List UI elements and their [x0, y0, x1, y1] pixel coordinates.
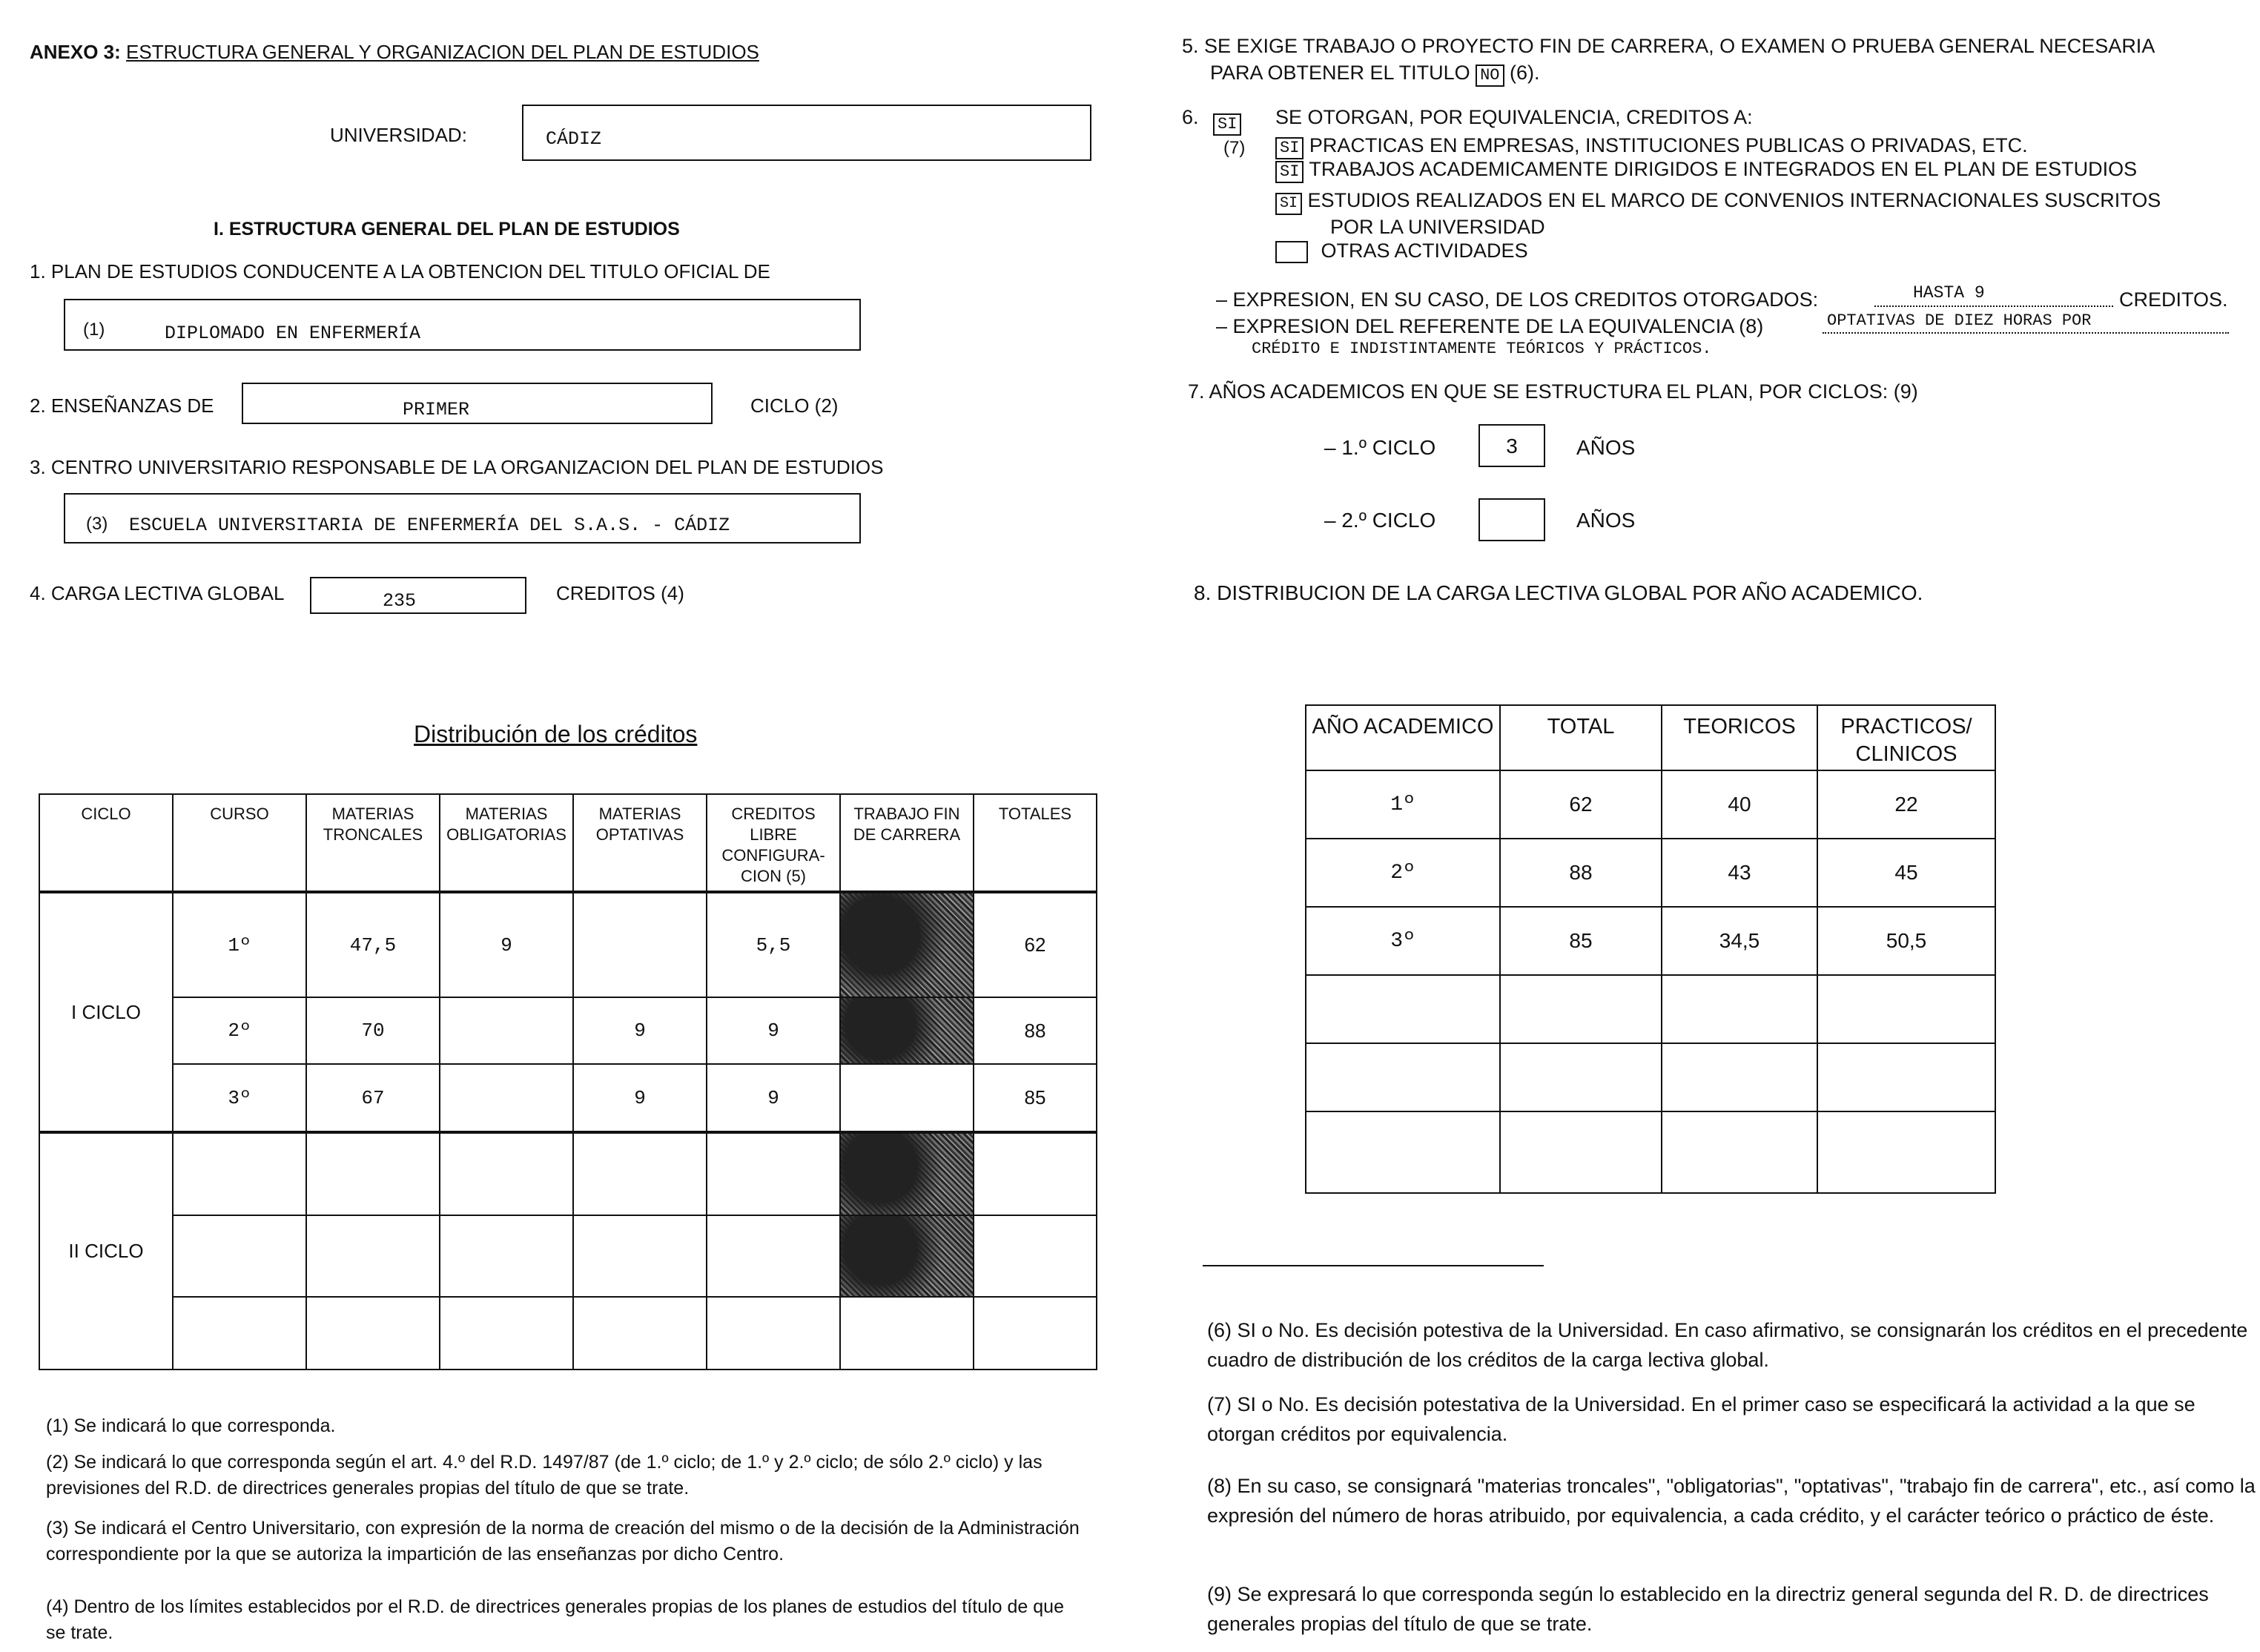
footnote-4: (4) Dentro de los límites establecidos por el R.D. de directrices generales propias de los planes de estudios del título de que se trate.: [46, 1596, 1064, 1643]
table-header-row: [1306, 705, 1995, 770]
option-estudios: [1275, 188, 2161, 215]
table-row: [39, 1297, 1097, 1369]
cell-trabajo-redacted: [840, 1215, 974, 1297]
cell-empty: [974, 1132, 1097, 1215]
cell-teoricos: 40: [1662, 770, 1817, 839]
item5-ref: (6).: [1510, 62, 1540, 84]
table-row: [1306, 839, 1995, 907]
cell-empty: [1662, 1111, 1817, 1193]
cell-empty: [173, 1132, 306, 1215]
item3-label: 3. CENTRO UNIVERSITARIO RESPONSABLE DE LA ORGANIZACION DEL PLAN DE ESTUDIOS: [30, 456, 884, 478]
cell-teoricos: 34,5: [1662, 907, 1817, 975]
cell-total: 88: [1500, 839, 1662, 907]
cell-empty: [440, 1297, 573, 1369]
item5-label: PARA OBTENER EL TITULO: [1210, 62, 1470, 84]
option-estudios-cont: POR LA UNIVERSIDAD: [1330, 216, 1545, 238]
item7-label: 7. AÑOS ACADEMICOS EN QUE SE ESTRUCTURA EL PLAN, POR CICLOS: (9): [1188, 380, 1918, 403]
footnote-separator: [1203, 1265, 1544, 1266]
table-row: [1306, 907, 1995, 975]
degree-title-value: DIPLOMADO EN ENFERMERÍA: [165, 323, 421, 344]
expr2-line: [1823, 332, 2229, 334]
item5-line2: [1210, 61, 1540, 87]
col-header-optativas: MATERIAS OPTATIVAS: [573, 794, 707, 892]
col-header-curso: CURSO: [173, 794, 306, 892]
footnote-8: (8) En su caso, se consignará "materias troncales", "obligatorias", "optativas", "trabajo fin de carrera", etc., así como la expresión del número de horas atribuido, por equivalencia, a cada crédito, y el carácter teórico o práctico de éste.: [1207, 1475, 2256, 1527]
annex-prefix: ANEXO 3:: [30, 41, 121, 63]
cycle1-years-label: AÑOS: [1576, 436, 1636, 459]
cell-empty: [573, 1132, 707, 1215]
cell-total: 62: [1500, 770, 1662, 839]
col-header-libre: CREDITOS LIBRE CONFIGURA-CION (5): [707, 794, 840, 892]
cell-libre: 9: [707, 1064, 840, 1132]
university-label: UNIVERSIDAD:: [330, 124, 467, 146]
cycle1-years-field: [1478, 424, 1545, 467]
cell-total: 85: [1500, 907, 1662, 975]
cell-optativas: [573, 892, 707, 997]
item4-suffix: CREDITOS (4): [556, 582, 684, 604]
table-row: [39, 1132, 1097, 1215]
cell-totales: 62: [974, 892, 1097, 997]
cycle2-years-label: AÑOS: [1576, 509, 1636, 532]
option-text: PRACTICAS EN EMPRESAS, INSTITUCIONES PUBLICAS O PRIVADAS, ETC.: [1309, 134, 2028, 156]
item6-title: SE OTORGAN, POR EQUIVALENCIA, CREDITOS A:: [1275, 106, 1753, 128]
item6-number: 6.: [1182, 106, 1199, 128]
cell-empty: [1500, 1043, 1662, 1111]
option-box-empty: [1275, 241, 1308, 263]
cell-totales: 85: [974, 1064, 1097, 1132]
col-header-practicos: PRACTICOS/ CLINICOS: [1817, 705, 1995, 770]
cell-trabajo-redacted: [840, 1132, 974, 1215]
cell-curso: 3º: [173, 1064, 306, 1132]
cell-optativas: 9: [573, 997, 707, 1064]
option-box: SI: [1275, 161, 1304, 183]
footnote-3: (3) Se indicará el Centro Universitario, con expresión de la norma de creación del mismo o de la decisión de la Administración correspondiente por la que se autoriza la impartición de las enseñanzas por dicho Centro.: [46, 1518, 1080, 1565]
cell-totales: 88: [974, 997, 1097, 1064]
section-title: I. ESTRUCTURA GENERAL DEL PLAN DE ESTUDIOS: [214, 219, 680, 239]
cell-empty: [1306, 975, 1500, 1043]
table-row: [1306, 975, 1995, 1043]
cell-curso: 1º: [173, 892, 306, 997]
col-header-trabajo: TRABAJO FIN DE CARRERA: [840, 794, 974, 892]
cell-optativas: 9: [573, 1064, 707, 1132]
item5-no-box: NO: [1476, 65, 1504, 87]
annex-title: ESTRUCTURA GENERAL Y ORGANIZACION DEL PLAN DE ESTUDIOS: [126, 41, 759, 63]
item5-line1: 5. SE EXIGE TRABAJO O PROYECTO FIN DE CARRERA, O EXAMEN O PRUEBA GENERAL NECESARIA: [1182, 35, 2155, 57]
item1-label: 1. PLAN DE ESTUDIOS CONDUCENTE A LA OBTENCION DEL TITULO OFICIAL DE: [30, 260, 770, 283]
cell-empty: [840, 1297, 974, 1369]
footnote-6: (6) SI o No. Es decisión potestiva de la Universidad. En caso afirmativo, se consignarán los créditos en el precedente cuadro de distribución de los créditos de la carga lectiva global.: [1207, 1319, 2248, 1371]
col-header-totales: TOTALES: [974, 794, 1097, 892]
cell-empty: [707, 1297, 840, 1369]
cell-empty: [306, 1132, 440, 1215]
table-row: [1306, 1111, 1995, 1193]
item3-ref: (3): [86, 514, 108, 534]
option-otras: [1275, 239, 1528, 263]
cell-empty: [974, 1297, 1097, 1369]
table-row: [39, 1064, 1097, 1132]
col-header-obligatorias: MATERIAS OBLIGATORIAS: [440, 794, 573, 892]
cycle2-label: – 2.º CICLO: [1324, 509, 1436, 532]
item6-si-box: SI: [1213, 113, 1241, 136]
cell-empty: [1817, 1043, 1995, 1111]
cell-empty: [1662, 975, 1817, 1043]
cycle1-label: I CICLO: [39, 892, 173, 1132]
cycle-value: PRIMER: [403, 399, 470, 420]
cell-empty: [707, 1132, 840, 1215]
footnote-1: (1) Se indicará lo que corresponda.: [46, 1415, 336, 1436]
university-value: CÁDIZ: [546, 128, 602, 150]
university-field: [522, 105, 1091, 161]
cycle1-label: – 1.º CICLO: [1324, 436, 1436, 459]
table-row: [39, 892, 1097, 997]
cell-troncales: 67: [306, 1064, 440, 1132]
table-row: [39, 1215, 1097, 1297]
cell-trabajo-redacted: [840, 892, 974, 997]
degree-title-field: [64, 299, 861, 351]
cycle-field: [242, 383, 713, 424]
cycle2-years-field: [1478, 498, 1545, 541]
cell-empty: [1817, 975, 1995, 1043]
credits-value: 235: [383, 590, 417, 612]
item2-suffix: CICLO (2): [750, 394, 839, 417]
footnote-2: (2) Se indicará lo que corresponda según el art. 4.º del R.D. 1497/87 (de 1.º ciclo; de 1.º y 2.º ciclo; de sólo 2.º ciclo) y las previsiones del R.D. de directrices generales propias del título de que se trate.: [46, 1452, 1043, 1499]
cell-trabajo: [840, 1064, 974, 1132]
center-value: ESCUELA UNIVERSITARIA DE ENFERMERÍA DEL S.A.S. - CÁDIZ: [129, 515, 730, 536]
cell-empty: [173, 1215, 306, 1297]
table-row: [39, 997, 1097, 1064]
cell-empty: [440, 1215, 573, 1297]
col-header-teoricos: TEORICOS: [1662, 705, 1817, 770]
cell-empty: [573, 1297, 707, 1369]
cell-empty: [1500, 1111, 1662, 1193]
cell-practicos: 22: [1817, 770, 1995, 839]
item6-ref: (7): [1223, 138, 1246, 158]
footnote-9: (9) Se expresará lo que corresponda según lo establecido en la directriz general segunda del R. D. de directrices generales propias del título de que se trate.: [1207, 1583, 2209, 1635]
cell-year: 3º: [1306, 907, 1500, 975]
annex-heading: [30, 40, 759, 64]
item6-si-box-wrap: [1213, 110, 1241, 136]
cell-empty: [1662, 1043, 1817, 1111]
expr1-value: HASTA 9: [1913, 283, 1985, 303]
distribution-title: Distribución de los créditos: [414, 721, 698, 747]
cell-empty: [1817, 1111, 1995, 1193]
option-text: TRABAJOS ACADEMICAMENTE DIRIGIDOS E INTEGRADOS EN EL PLAN DE ESTUDIOS: [1309, 158, 2138, 180]
item4-label: 4. CARGA LECTIVA GLOBAL: [30, 582, 285, 604]
option-trabajos: [1275, 157, 2137, 183]
table-row: [1306, 1043, 1995, 1111]
cell-empty: [1500, 975, 1662, 1043]
expr2-continuation: CRÉDITO E INDISTINTAMENTE TEÓRICOS Y PRÁCTICOS.: [1252, 340, 1712, 358]
cycle1-years-value: 3: [1506, 435, 1518, 457]
option-box: SI: [1275, 137, 1304, 159]
table-header-row: [39, 794, 1097, 892]
cell-troncales: 47,5: [306, 892, 440, 997]
credits-field: [310, 577, 526, 614]
cell-libre: 9: [707, 997, 840, 1064]
col-header-troncales: MATERIAS TRONCALES: [306, 794, 440, 892]
cell-practicos: 50,5: [1817, 907, 1995, 975]
credits-distribution-table: [39, 793, 1097, 1370]
cell-troncales: 70: [306, 997, 440, 1064]
cell-obligatorias: 9: [440, 892, 573, 997]
item8-label: 8. DISTRIBUCION DE LA CARGA LECTIVA GLOBAL POR AÑO ACADEMICO.: [1194, 581, 1923, 604]
cell-year: 2º: [1306, 839, 1500, 907]
cell-empty: [573, 1215, 707, 1297]
cycle2-label: II CICLO: [39, 1132, 173, 1369]
center-field: [64, 493, 861, 543]
footnote-7: (7) SI o No. Es decisión potestativa de la Universidad. En el primer caso se especificará la actividad a la que se otorgan créditos por equivalencia.: [1207, 1393, 2195, 1445]
expr2-value: OPTATIVAS DE DIEZ HORAS POR: [1827, 311, 2092, 330]
option-box: SI: [1275, 193, 1302, 215]
col-header-ciclo: CICLO: [39, 794, 173, 892]
cell-obligatorias: [440, 997, 573, 1064]
cell-empty: [306, 1215, 440, 1297]
cell-empty: [440, 1132, 573, 1215]
expr1-label: – EXPRESION, EN SU CASO, DE LOS CREDITOS OTORGADOS:: [1216, 288, 1819, 311]
expr1-line: [1874, 305, 2113, 307]
table-row: [1306, 770, 1995, 839]
expr1-suffix: CREDITOS.: [2119, 288, 2228, 311]
option-text: ESTUDIOS REALIZADOS EN EL MARCO DE CONVENIOS INTERNACIONALES SUSCRITOS: [1307, 189, 2161, 211]
col-header-year: AÑO ACADEMICO: [1306, 705, 1500, 770]
cell-obligatorias: [440, 1064, 573, 1132]
expr2-label: – EXPRESION DEL REFERENTE DE LA EQUIVALENCIA (8): [1216, 315, 1764, 337]
col-header-total: TOTAL: [1500, 705, 1662, 770]
cell-empty: [306, 1297, 440, 1369]
option-practicas: [1275, 133, 2028, 159]
cell-empty: [173, 1297, 306, 1369]
cell-empty: [1306, 1111, 1500, 1193]
cell-practicos: 45: [1817, 839, 1995, 907]
cell-empty: [1306, 1043, 1500, 1111]
cell-curso: 2º: [173, 997, 306, 1064]
option-text: OTRAS ACTIVIDADES: [1321, 239, 1528, 262]
year-distribution-table: [1305, 704, 1996, 1194]
cell-year: 1º: [1306, 770, 1500, 839]
cell-empty: [707, 1215, 840, 1297]
cell-empty: [974, 1215, 1097, 1297]
cell-trabajo-redacted: [840, 997, 974, 1064]
cell-teoricos: 43: [1662, 839, 1817, 907]
item2-label: 2. ENSEÑANZAS DE: [30, 394, 214, 417]
cell-libre: 5,5: [707, 892, 840, 997]
item1-ref: (1): [83, 320, 105, 340]
